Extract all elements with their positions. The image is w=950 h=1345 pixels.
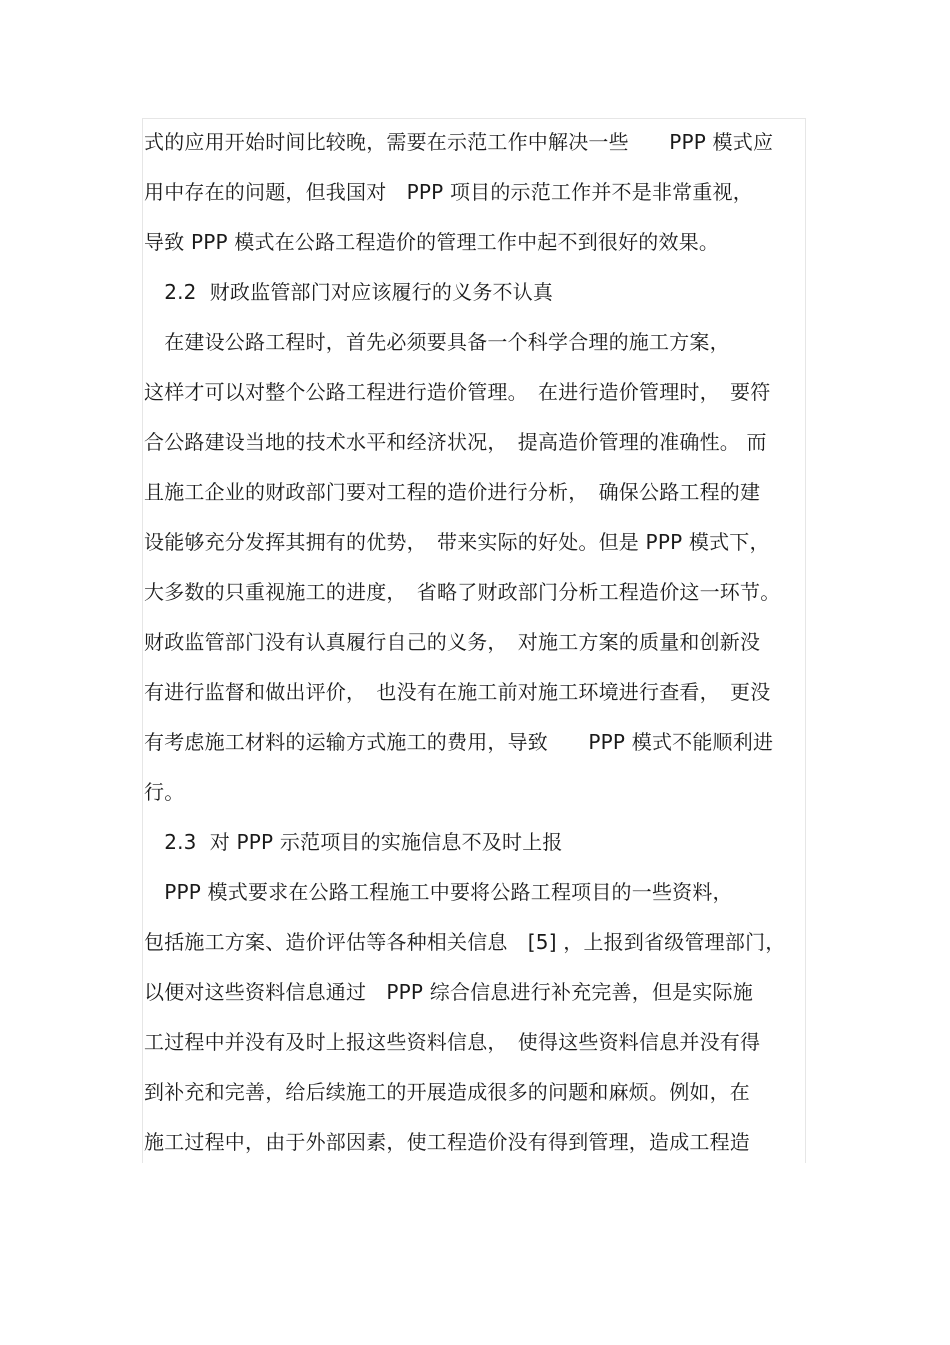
text-line: 工过程中并没有及时上报这些资料信息， 使得这些资料信息并没有得: [144, 1030, 761, 1054]
text-line: 导致 PPP 模式在公路工程造价的管理工作中起不到很好的效果。: [144, 230, 720, 254]
text-line: 式的应用开始时间比较晚，需要在示范工作中解决一些 PPP 模式应: [144, 130, 774, 154]
text-line: 这样才可以对整个公路工程进行造价管理。 在进行造价管理时， 要符: [144, 380, 771, 404]
text-line: 在建设公路工程时，首先必须要具备一个科学合理的施工方案，: [144, 330, 730, 354]
section-heading-2-3: 2.3 对 PPP 示范项目的实施信息不及时上报: [144, 830, 563, 854]
text-line: 包括施工方案、造价评估等各种相关信息 [5] ，上报到省级管理部门，: [144, 930, 786, 954]
text-line: 且施工企业的财政部门要对工程的造价进行分析， 确保公路工程的建: [144, 480, 761, 504]
text-line: 有考虑施工材料的运输方式施工的费用，导致 PPP 模式不能顺利进: [144, 730, 774, 754]
text-line: 到补充和完善，给后续施工的开展造成很多的问题和麻烦。例如，在: [144, 1080, 750, 1104]
text-line: PPP 模式要求在公路工程施工中要将公路工程项目的一些资料，: [144, 880, 733, 904]
text-line: 大多数的只重视施工的进度， 省略了财政部门分析工程造价这一环节。: [144, 580, 781, 604]
text-line: 设能够充分发挥其拥有的优势， 带来实际的好处。但是 PPP 模式下，: [144, 530, 770, 554]
text-line: 有进行监督和做出评价， 也没有在施工前对施工环境进行查看， 更没: [144, 680, 771, 704]
section-heading-2-2: 2.2 财政监管部门对应该履行的义务不认真: [144, 280, 554, 304]
text-line: 施工过程中，由于外部因素，使工程造价没有得到管理，造成工程造: [144, 1130, 750, 1154]
text-line: 合公路建设当地的技术水平和经济状况， 提高造价管理的准确性。 而: [144, 430, 767, 454]
text-line: 用中存在的问题，但我国对 PPP 项目的示范工作并不是非常重视，: [144, 180, 753, 204]
text-line: 财政监管部门没有认真履行自己的义务， 对施工方案的质量和创新没: [144, 630, 761, 654]
text-line: 以便对这些资料信息通过 PPP 综合信息进行补充完善，但是实际施: [144, 980, 753, 1004]
text-line: 行。: [144, 780, 185, 804]
